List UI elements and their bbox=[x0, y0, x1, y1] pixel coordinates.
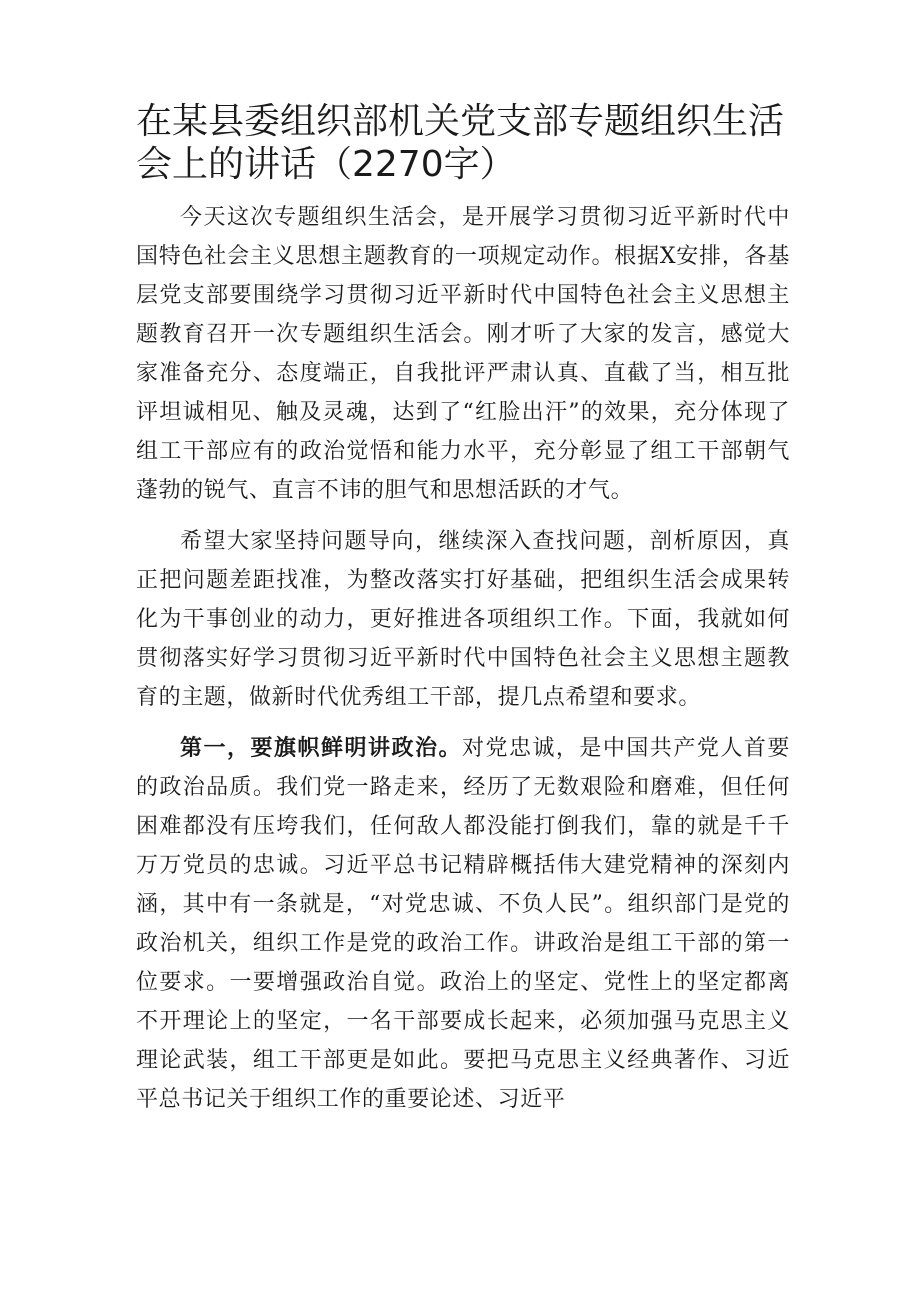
paragraph-text: 今天这次专题组织生活会，是开展学习贯彻习近平新时代中国特色社会主义思想主题教育的一项规定动作。根据X安排，各基层党支部要围绕学习贯彻习近平新时代中国特色社会主义思想主题教育召开一次专题组织生活会。刚才听了大家的发言，感觉大家准备充分、态度端正，自我批评严肃认真、直截了当，相互批评坦诚相见、触及灵魂，达到了“红脸出汗”的效果，充分体现了组工干部应有的政治觉悟和能力水平，充分彰显了组工干部朝气蓬勃的锐气、直言不讳的胆气和思想活跃的才气。 bbox=[136, 205, 790, 503]
paragraph-text: 希望大家坚持问题导向，继续深入查找问题，剖析原因，真正把问题差距找准，为整改落实打好基础，把组织生活会成果转化为干事创业的动力，更好推进各项组织工作。下面，我就如何贯彻落实好学习贯彻习近平新时代中国特色社会主义思想主题教育的主题，做新时代优秀组工干部，提几点希望和要求。 bbox=[136, 529, 790, 710]
paragraph-lead-heading: 第一，要旗帜鲜明讲政治。 bbox=[180, 736, 462, 761]
document-page bbox=[136, 100, 790, 1131]
paragraph-point-one bbox=[136, 729, 790, 1119]
document-title: 在某县委组织部机关党支部专题组织生活会上的讲话（2270字） bbox=[136, 101, 785, 185]
paragraph-opening bbox=[136, 198, 790, 510]
paragraph-text: 对党忠诚，是中国共产党人首要的政治品质。我们党一路走来，经历了无数艰险和磨难，但任何困难都没有压垮我们，任何敌人都没能打倒我们，靠的就是千千万万党员的忠诚。习近平总书记精辟概括伟大建党精神的深刻内涵，其中有一条就是，“对党忠诚、不负人民”。组织部门是党的政治机关，组织工作是党的政治工作。讲政治是组工干部的第一位要求。一要增强政治自觉。政治上的坚定、党性上的坚定都离不开理论上的坚定，一名干部要成长起来，必须加强马克思主义理论武装，组工干部更是如此。要把马克思主义经典著作、习近平总书记关于组织工作的重要论述、习近平 bbox=[136, 736, 790, 1112]
paragraph-expectations bbox=[136, 522, 790, 717]
